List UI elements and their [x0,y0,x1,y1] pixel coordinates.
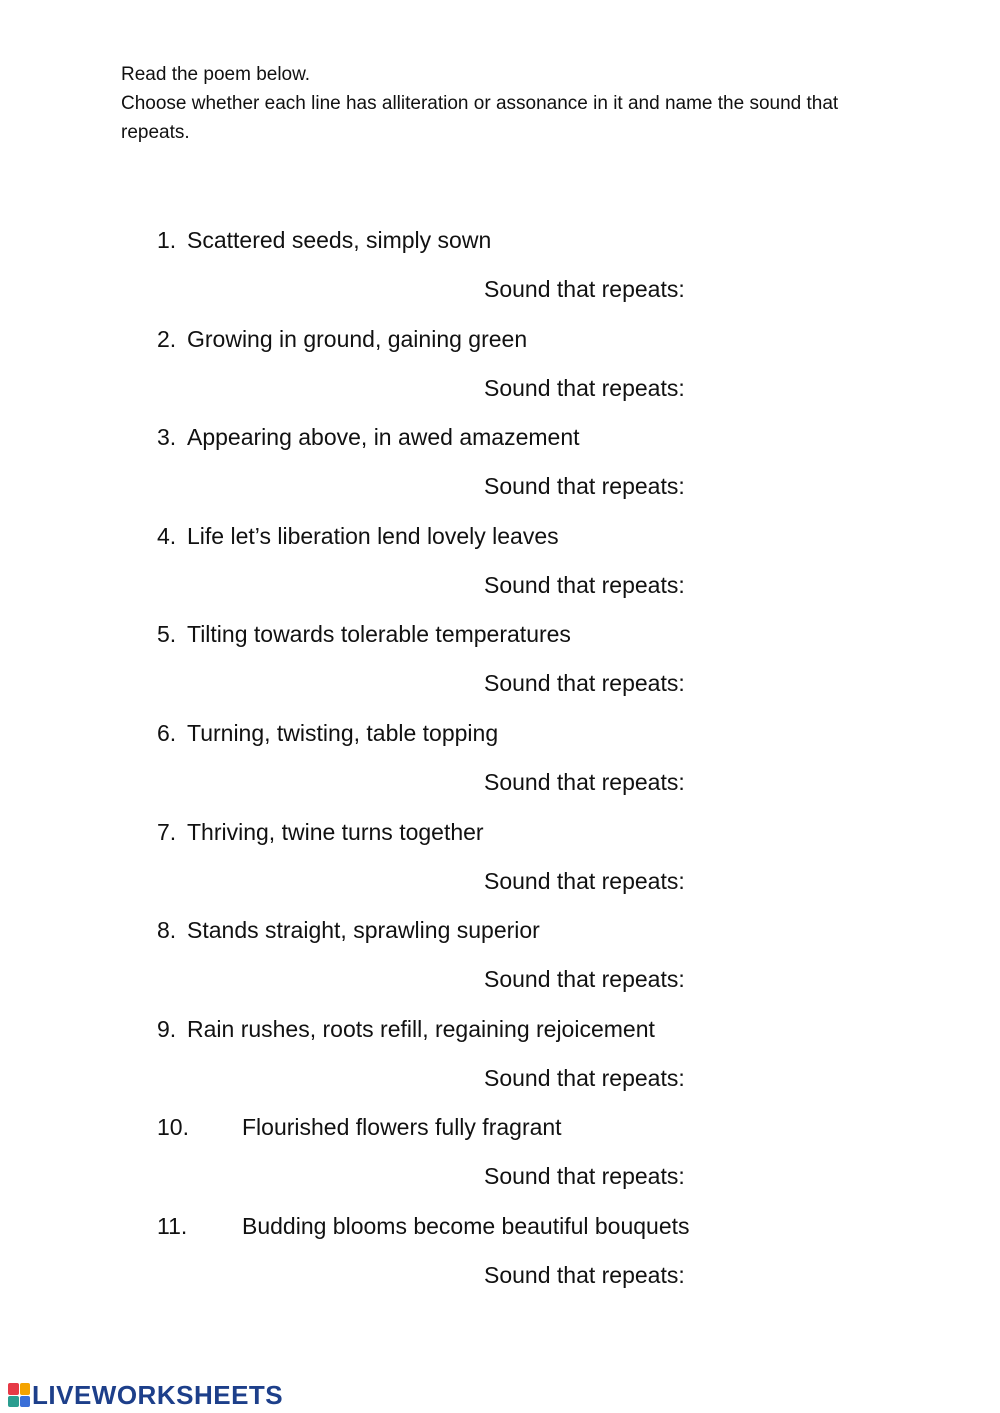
question-text: Appearing above, in awed amazement [187,424,580,450]
question-text: Turning, twisting, table topping [187,720,499,746]
logo-mark-square [20,1383,31,1395]
question-number: 5. [157,621,177,647]
logo-mark-square [20,1396,31,1408]
question-text: Life let’s liberation lend lovely leaves [187,523,559,549]
sound-that-repeats-label: Sound that repeats: [484,1065,685,1091]
sound-that-repeats-label: Sound that repeats: [484,769,685,795]
question-text: Tilting towards tolerable temperatures [187,621,571,647]
sound-answer-input[interactable] [709,473,843,501]
question-line [157,522,559,550]
question-text: Budding blooms become beautiful bouquets [242,1213,690,1239]
question-text: Rain rushes, roots refill, regaining rejoicement [187,1016,655,1042]
question-line [157,226,491,254]
sound-answer-input[interactable] [709,670,843,698]
sound-answer-input[interactable] [709,769,843,797]
question-number: 6. [157,720,177,746]
sound-that-repeats-label: Sound that repeats: [484,572,685,598]
sound-that-repeats-label: Sound that repeats: [484,473,685,499]
logo-mark-square [8,1396,19,1408]
logo-mark-icon [8,1383,30,1407]
question-line [157,719,498,747]
question-line [157,1212,690,1240]
sound-that-repeats-label: Sound that repeats: [484,375,685,401]
logo-mark-square [8,1383,19,1395]
instruction-line-2: Choose whether each line has alliteration or assonance in it and name the sound that repeats. [121,93,839,143]
sound-that-repeats-label: Sound that repeats: [484,1262,685,1288]
sound-answer-input[interactable] [709,1065,843,1093]
instruction-line-1: Read the poem below. [121,64,311,85]
sound-that-repeats-label: Sound that repeats: [484,868,685,894]
question-line [157,1015,655,1043]
sound-that-repeats-label: Sound that repeats: [484,1163,685,1189]
question-line [157,916,540,944]
question-number: 4. [157,523,177,549]
question-line [157,620,571,648]
question-number: 3. [157,424,177,450]
question-line [157,818,484,846]
question-text: Scattered seeds, simply sown [187,227,492,253]
sound-answer-input[interactable] [709,868,843,896]
question-text: Thriving, twine turns together [187,819,484,845]
sound-answer-input[interactable] [709,375,843,403]
sound-answer-input[interactable] [709,276,843,304]
question-text: Stands straight, sprawling superior [187,917,540,943]
logo-text: LIVEWORKSHEETS [32,1379,284,1410]
question-number: 9. [157,1016,177,1042]
question-number: 2. [157,326,177,352]
sound-that-repeats-label: Sound that repeats: [484,276,685,302]
question-line [157,423,580,451]
question-line [157,325,527,353]
instructions [121,60,881,147]
sound-that-repeats-label: Sound that repeats: [484,966,685,992]
question-number: 10. [157,1114,189,1140]
sound-answer-input[interactable] [709,1262,843,1290]
question-number: 1. [157,227,177,253]
question-number: 11. [157,1213,188,1239]
sound-answer-input[interactable] [709,572,843,600]
question-text: Growing in ground, gaining green [187,326,528,352]
sound-answer-input[interactable] [709,1163,843,1191]
sound-answer-input[interactable] [709,966,843,994]
question-number: 8. [157,917,177,943]
liveworksheets-logo [8,1380,283,1410]
question-line [157,1113,562,1141]
sound-that-repeats-label: Sound that repeats: [484,670,685,696]
question-number: 7. [157,819,177,845]
question-text: Flourished flowers fully fragrant [242,1114,562,1140]
